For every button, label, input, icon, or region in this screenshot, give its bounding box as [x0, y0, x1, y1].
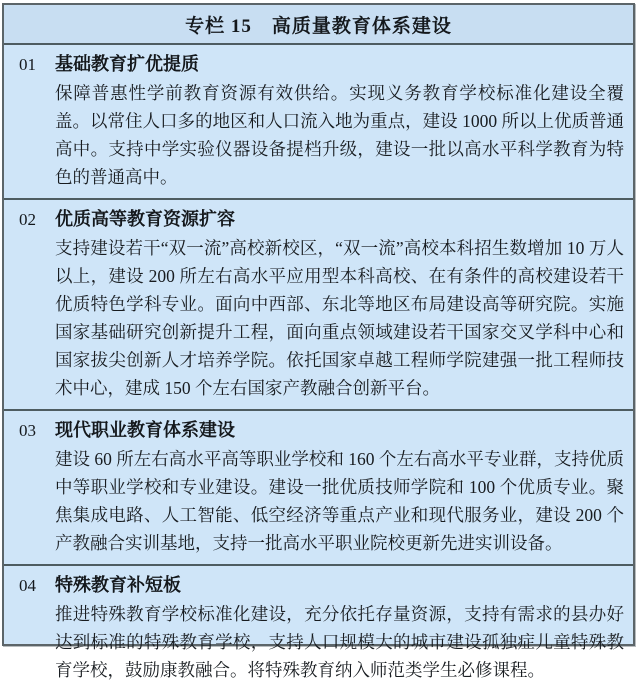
panel-header — [4, 5, 633, 45]
section-heading: 现代职业教育体系建设 — [55, 420, 235, 440]
section-body: 推进特殊教育学校标准化建设，充分依托存量资源，支持有需求的县办好达到标准的特殊教育学校，支持人口规模大的城市建设孤独症儿童特殊教育学校，鼓励康教融合。将特殊教育纳入师范类学生必修课程。 — [55, 604, 624, 680]
section-heading-row — [19, 205, 624, 234]
section-number: 02 — [19, 210, 36, 229]
section-body: 保障普惠性学前教育资源有效供给。实现义务教育学校标准化建设全覆盖。以常住人口多的地区和人口流入地为重点，建设 1000 所以上优质普通高中。支持中学实验仪器设备提档升级，建设一批以高水平科学教育为特色的普通高中。 — [55, 83, 624, 187]
section-heading-row — [19, 416, 624, 445]
section-body: 建设 60 所左右高水平高等职业学校和 160 个左右高水平专业群，支持优质中等职业学校和专业建设。建设一批优质技师学院和 100 个优质专业。聚焦集成电路、人工智能、低空经济等重点产业和现代服务业，建设 200 个产教融合实训基地，支持一批高水平职业院校更新先进实训设备。 — [55, 449, 624, 553]
section-basic-education — [4, 45, 633, 200]
section-heading-row — [19, 571, 624, 600]
column-panel — [2, 3, 635, 680]
section-number: 01 — [19, 55, 36, 74]
section-vocational-education — [4, 411, 633, 566]
section-body: 支持建设若干“双一流”高校新校区，“双一流”高校本科招生数增加 10 万人以上，建设 200 所左右高水平应用型本科高校、在有条件的高校建设若干优质特色学科专业。面向中西部、东北等地区布局建设高等研究院。实施国家基础研究创新提升工程，面向重点领域建设若干国家交叉学科中心和国家拔尖创新人才培养学院。依托国家卓越工程师学院建强一批工程师技术中心，建成 150 个左右国家产教融合创新平台。 — [55, 238, 624, 398]
section-heading-row — [19, 50, 624, 79]
section-special-education — [4, 566, 633, 691]
section-number: 03 — [19, 421, 36, 440]
section-heading: 特殊教育补短板 — [55, 575, 181, 595]
section-heading: 优质高等教育资源扩容 — [55, 209, 235, 229]
panel-title: 专栏 15 高质量教育体系建设 — [185, 15, 452, 37]
section-number: 04 — [19, 576, 36, 595]
section-higher-education — [4, 200, 633, 411]
section-heading: 基础教育扩优提质 — [55, 54, 199, 74]
